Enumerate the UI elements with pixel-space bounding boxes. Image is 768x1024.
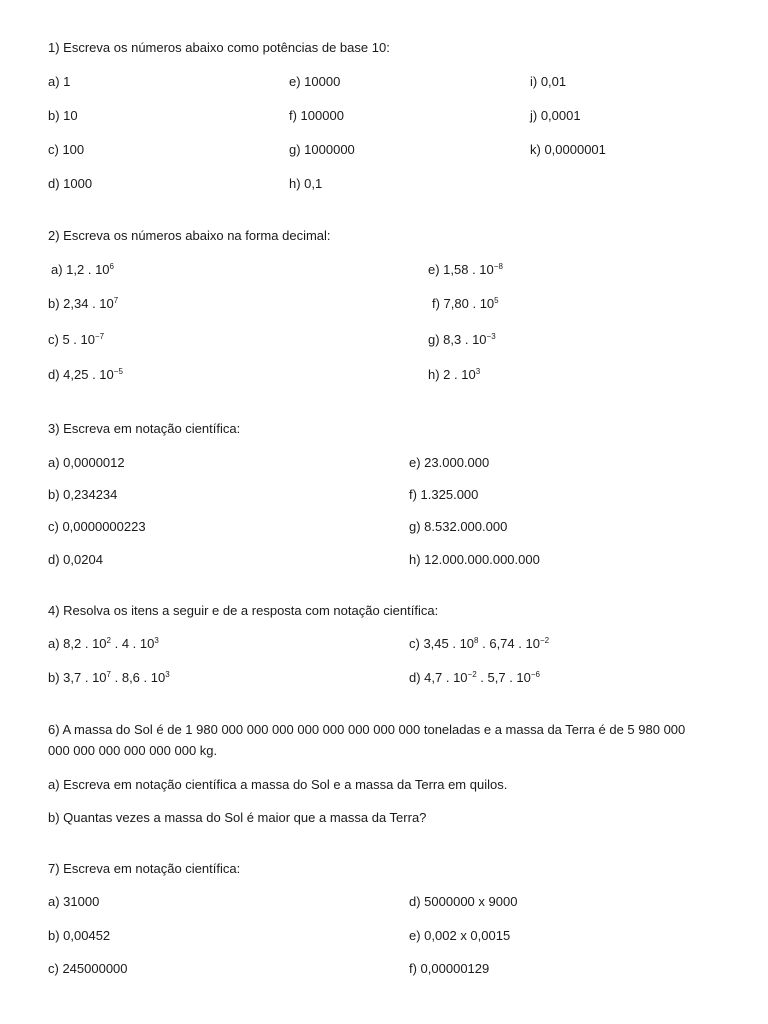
q1-item-c: c) 100 [48,142,85,157]
q2-item-c: c) 5 . $10^{-7}$ [48,332,105,347]
q2-title: 2) Escreva os números abaixo na forma decimal: [48,228,331,243]
q1-item-d: d) 1000 [48,176,93,191]
q2-item-h: h) 2 . $10^3$ [428,367,481,382]
q7-item-e: e) 0,002 x 0,0015 [409,928,511,943]
q2-item-d: d) 4,25 . $10^{-5}$ [48,367,123,382]
q7-title: 7) Escreva em notação científica: [48,861,241,876]
q3-item-g: g) 8.532.000.000 [409,519,508,534]
q6-item-a: a) Escreva em notação científica a massa do Sol e a massa da Terra em quilos. [48,777,508,792]
q7-item-f: f) 0,00000129 [409,961,490,976]
q4-title: 4) Resolva os itens a seguir e de a resposta com notação científica: [48,603,439,618]
q2-item-a: a) 1,2 . $10^6$ [51,262,114,277]
q3-item-b: b) 0,234234 [48,487,118,502]
q1-item-f: f) 100000 [289,108,344,123]
q2-item-g: g) 8,3 . $10^{-3}$ [428,332,496,347]
q3-item-a: a) 0,0000012 [48,455,125,470]
q2-item-b: b) 2,34 . $10^7$ [48,296,119,311]
q7-item-a: a) 31000 [48,894,100,909]
q4-item-b: b) 3,7 . $10^7$ . 8,6 . $10^3$ [48,670,170,685]
q7-item-c: c) 245000000 [48,961,128,976]
q3-item-f: f) 1.325.000 [409,487,479,502]
q1-title: 1) Escreva os números abaixo como potências de base 10: [48,40,390,55]
q4-item-d: d) 4,7 . $10^{-2}$ . 5,7 . $10^{-6}$ [409,670,540,685]
q4-item-c: c) 3,45 . $10^8$ . 6,74 . $10^{-2}$ [409,636,550,651]
q1-item-i: i) 0,01 [530,74,567,89]
q3-item-e: e) 23.000.000 [409,455,490,470]
q6-text: 6) A massa do Sol é de 1 980 000 000 000 000 000 000 000 000 toneladas e a massa da Terra é de 5 980 000 000 000 000 000 000 000 kg. [48,722,686,758]
q3-item-c: c) 0,0000000223 [48,519,146,534]
q4-item-a: a) 8,2 . $10^2$ . 4 . $10^3$ [48,636,159,651]
q2-item-f: f) 7,80 . $10^5$ [432,296,499,311]
q1-item-g: g) 1000000 [289,142,355,157]
q1-item-e: e) 10000 [289,74,341,89]
q3-title: 3) Escreva em notação científica: [48,421,241,436]
q1-item-b: b) 10 [48,108,78,123]
q7-item-d: d) 5000000 x 9000 [409,894,518,909]
q1-item-a: a) 1 [48,74,71,89]
q1-item-h: h) 0,1 [289,176,323,191]
q6-item-b: b) Quantas vezes a massa do Sol é maior que a massa da Terra? [48,810,427,825]
q7-item-b: b) 0,00452 [48,928,111,943]
q3-item-h: h) 12.000.000.000.000 [409,552,540,567]
q3-item-d: d) 0,0204 [48,552,103,567]
q2-item-e: e) 1,58 . $10^{-8}$ [428,262,503,277]
q1-item-k: k) 0,0000001 [530,142,606,157]
q1-item-j: j) 0,0001 [530,108,581,123]
